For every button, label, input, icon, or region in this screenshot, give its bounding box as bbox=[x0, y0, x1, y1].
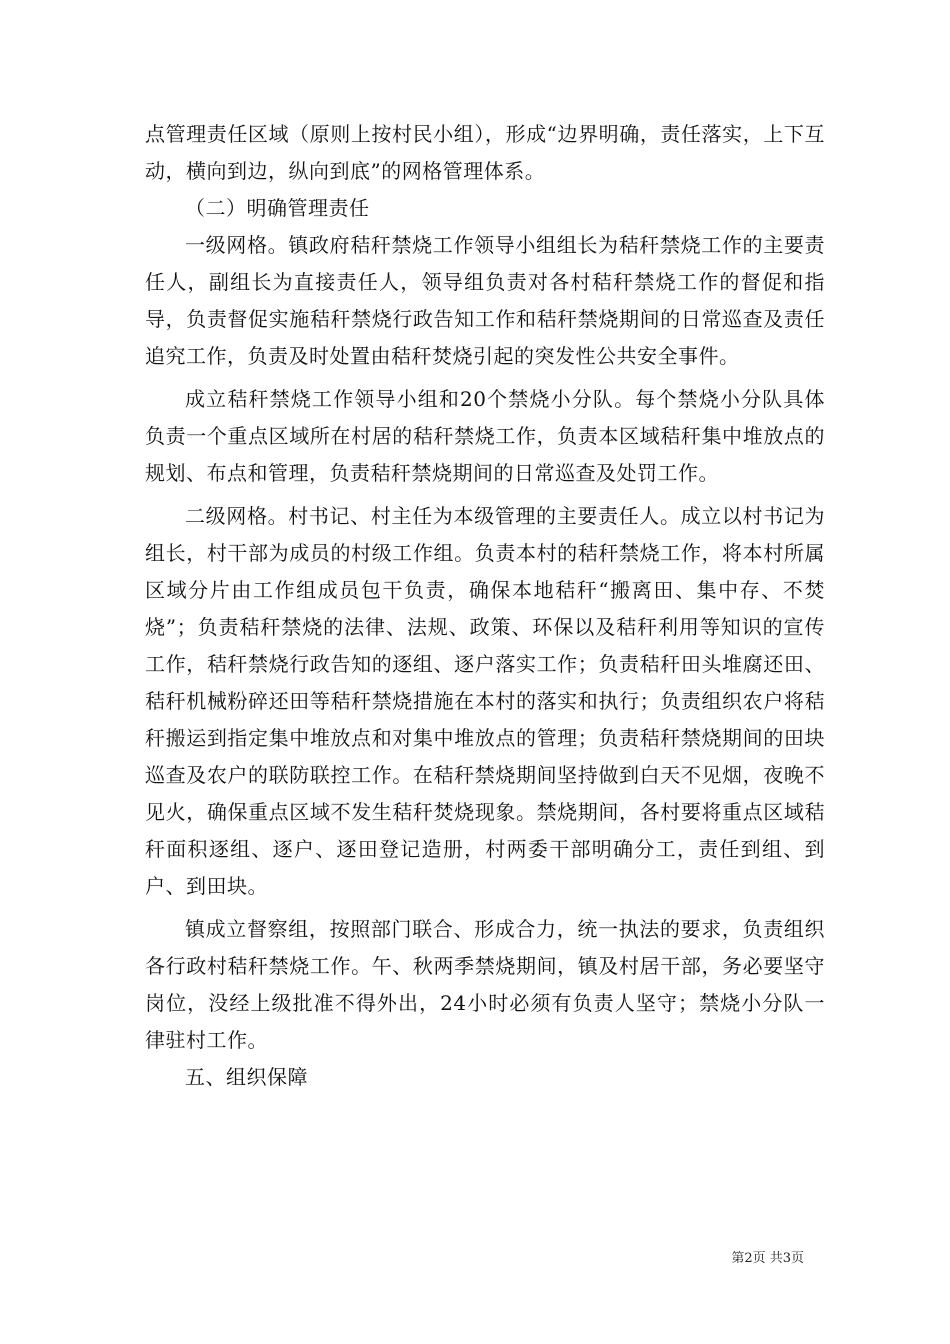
page-number: 第2页 共3页 bbox=[731, 1251, 804, 1266]
section-heading-organization-guarantee: 五、组织保障 bbox=[185, 1065, 308, 1089]
paragraph-first-level-grid: 一级网格。镇政府秸秆禁烧工作领导小组组长为秸秆禁烧工作的主要责任人，副组长为直接责任人，领导组负责对各村秸秆禁烧工作的督促和指导，负责督促实施秸秆禁烧行政告知工作和秸秆禁烧期间的日常巡查及责任追究工作，负责及时处置由秸秆焚烧引起的突发性公共安全事件。 bbox=[145, 233, 825, 368]
paragraph-second-level-grid: 二级网格。村书记、村主任为本级管理的主要责任人。成立以村书记为组长，村干部为成员的村级工作组。负责本村的秸秆禁烧工作，将本村所属区域分片由工作组成员包干负责，确保本地秸秆“搬离田、集中存、不焚烧”；负责秸秆禁烧的法律、法规、政策、环保以及秸秆利用等知识的宣传工作，秸秆禁烧行政告知的逐组、逐户落实工作；负责秸秆田头堆腐还田、秸秆机械粉碎还田等秸秆禁烧措施在本村的落实和执行；负责组织农户将秸秆搬运到指定集中堆放点和对集中堆放点的管理；负责秸秆禁烧期间的田块巡查及农户的联防联控工作。在秸秆禁烧期间坚持做到白天不见烟，夜晚不见火，确保重点区域不发生秸秆焚烧现象。禁烧期间，各村要将重点区域秸秆面积逐组、逐户、逐田登记造册，村两委干部明确分工，责任到组、到户、到田块。 bbox=[145, 504, 825, 898]
paragraph-continuation: 点管理责任区域（原则上按村民小组），形成“边界明确，责任落实，上下互动，横向到边，纵向到底”的网格管理体系。 bbox=[145, 122, 825, 183]
document-body bbox=[145, 116, 825, 1096]
paragraph-leading-group: 成立秸秆禁烧工作领导小组和20个禁烧小分队。每个禁烧小分队具体负责一个重点区域所在村居的秸秆禁烧工作，负责本区域秸秆集中堆放点的规划、布点和管理，负责秸秆禁烧期间的日常巡查及处罚工作。 bbox=[145, 387, 825, 485]
section-heading-clarify-responsibility: （二）明确管理责任 bbox=[185, 196, 370, 220]
paragraph-supervision-group: 镇成立督察组，按照部门联合、形成合力，统一执法的要求，负责组织各行政村秸秆禁烧工作。午、秋两季禁烧期间，镇及村居干部，务必要坚守岗位，没经上级批准不得外出，24小时必须有负责人坚守；禁烧小分队一律驻村工作。 bbox=[145, 917, 825, 1052]
